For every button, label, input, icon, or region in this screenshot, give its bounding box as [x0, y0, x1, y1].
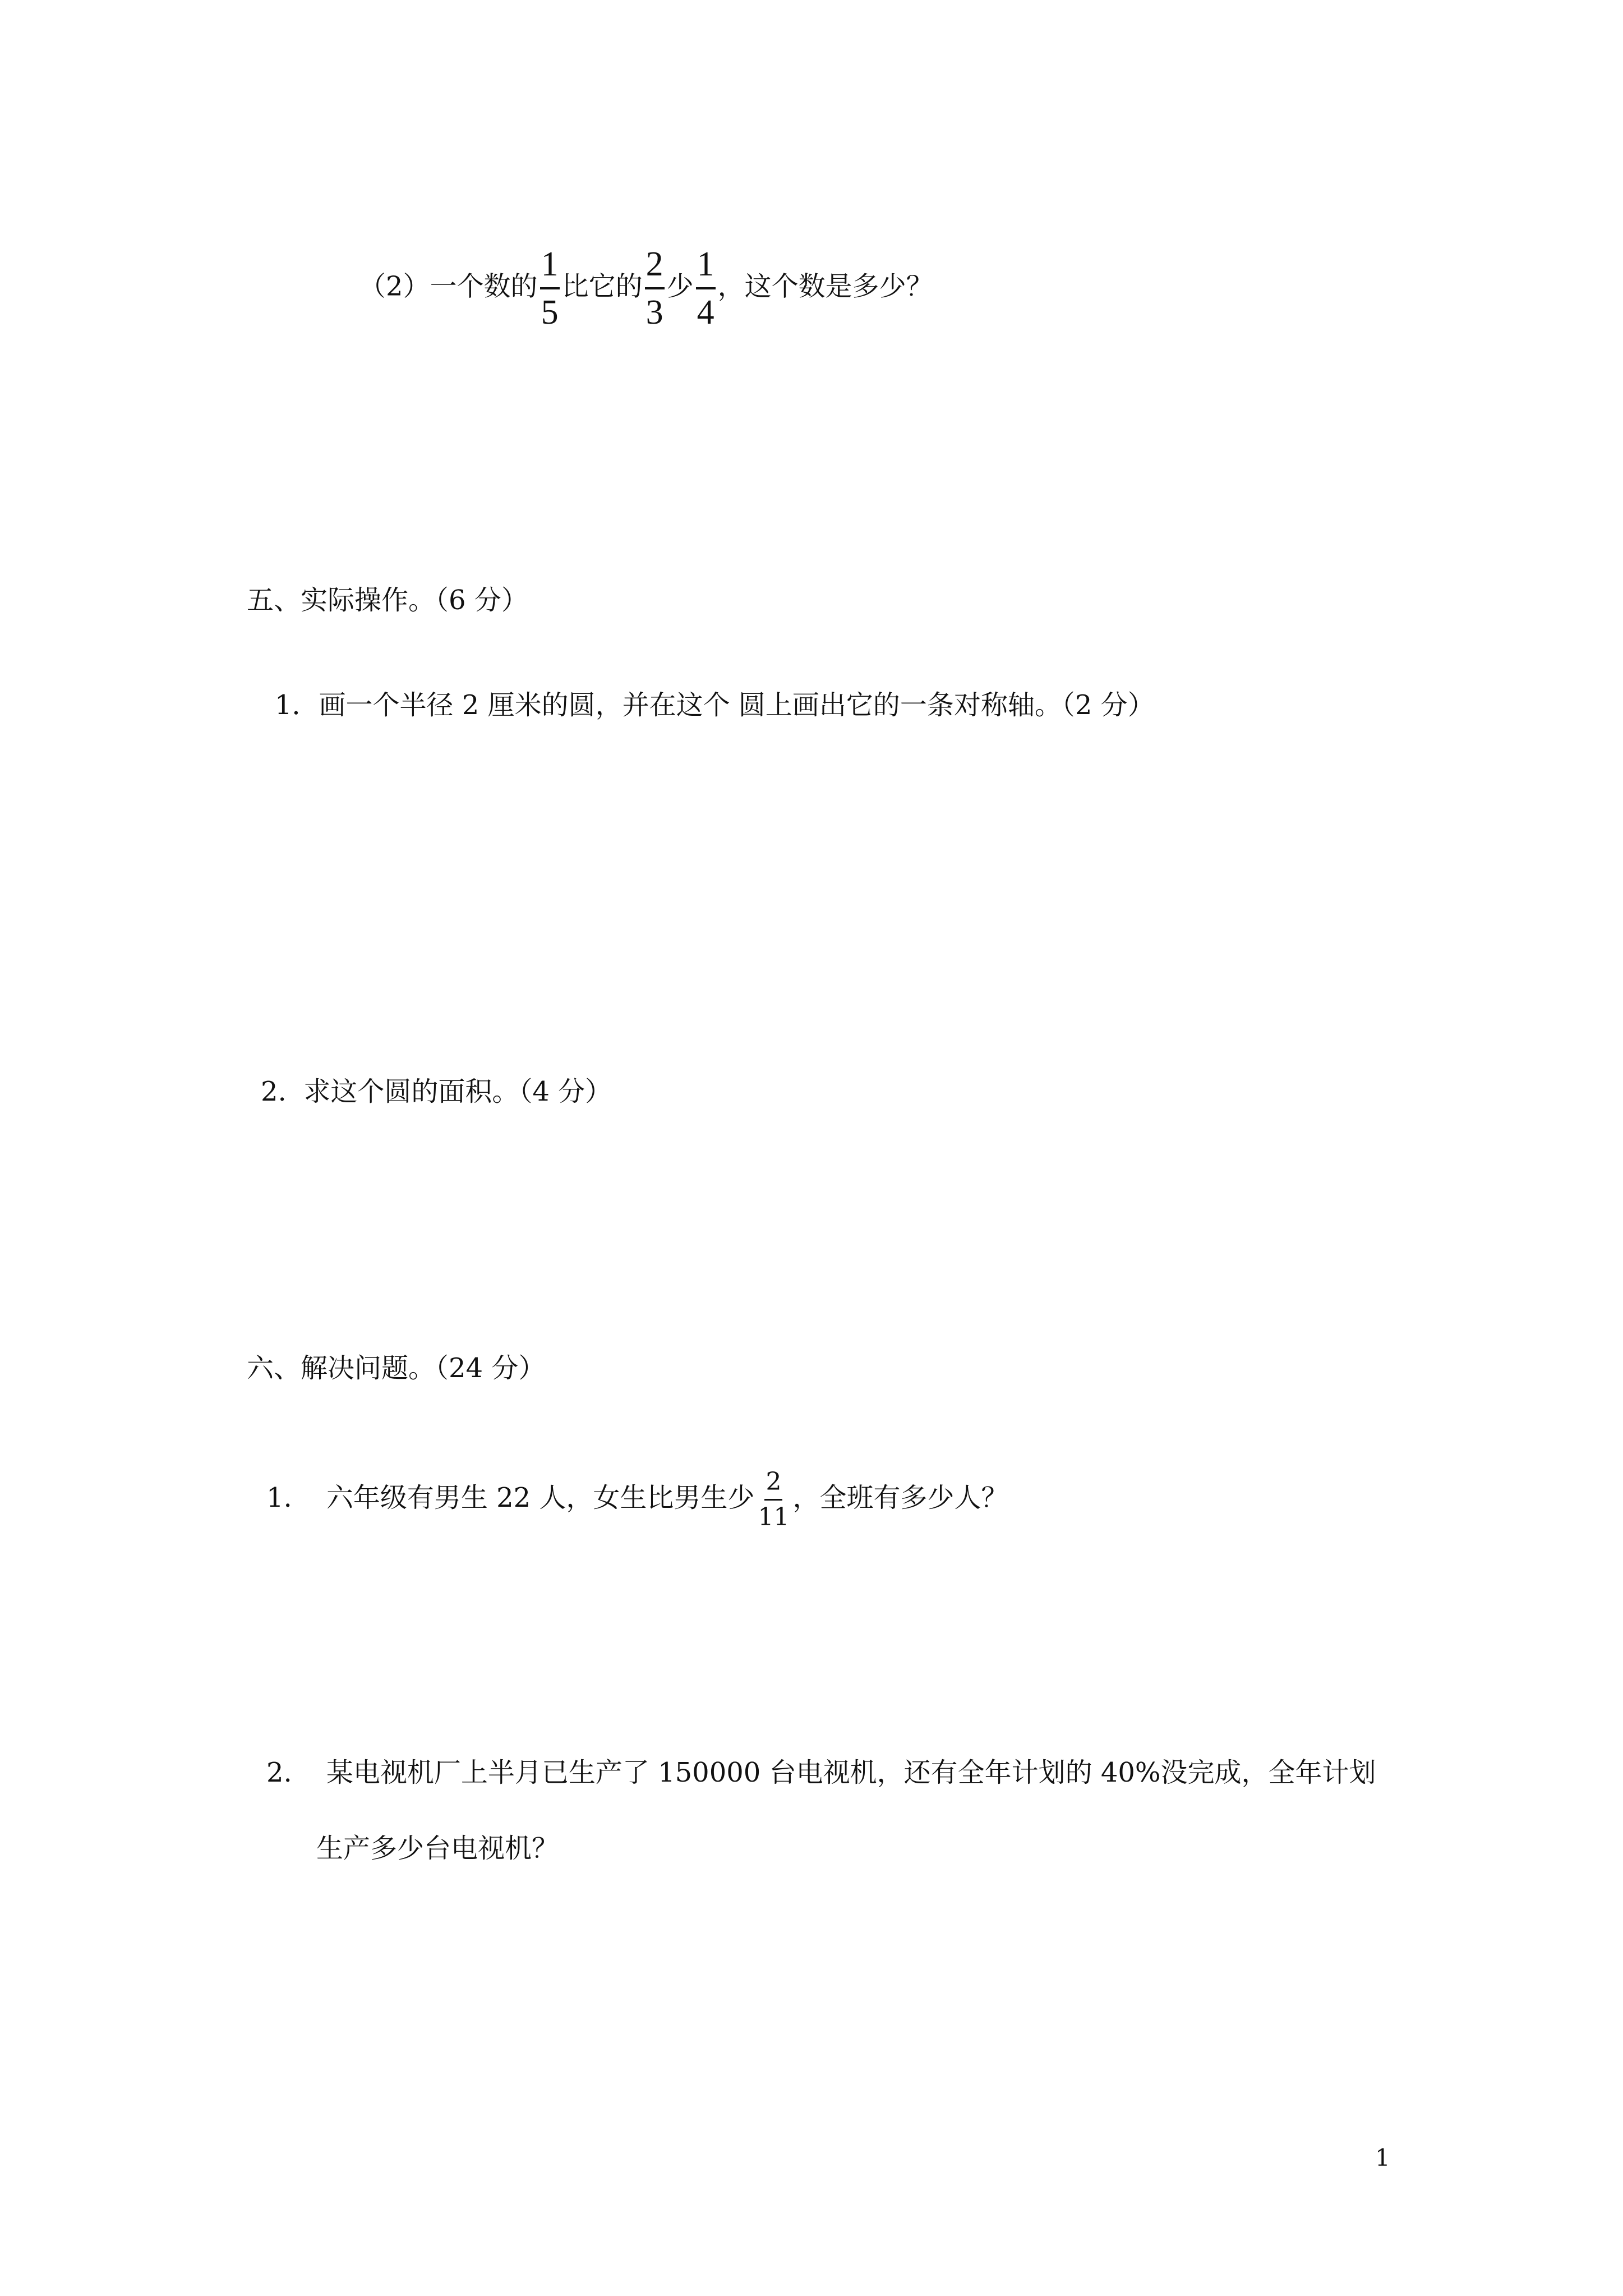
item-text: 求这个圆的面积。（4 分）	[303, 1076, 612, 1107]
fraction	[540, 247, 560, 330]
section-5-title: 五、实际操作。（6 分）	[247, 585, 528, 616]
fraction	[757, 1467, 790, 1531]
fraction-denominator: 3	[645, 293, 663, 332]
item-number: 2.	[266, 1757, 292, 1788]
fraction-numerator: 1	[540, 247, 560, 289]
fraction-numerator: 1	[696, 247, 716, 289]
item-text: 画一个半径 2 厘米的圆，并在这个 圆上画出它的一条对称轴。（2 分）	[319, 689, 1155, 721]
item-number: 1．	[275, 689, 319, 721]
question-text: 一个数的	[430, 270, 538, 302]
question-text: 少	[666, 270, 694, 302]
question-text: ，这个数是多少？	[717, 270, 933, 302]
page-number: 1	[1375, 2144, 1390, 2171]
fraction	[696, 247, 716, 330]
question-4-2	[359, 247, 933, 330]
fraction	[645, 247, 665, 330]
fraction-numerator: 2	[645, 247, 665, 289]
section-6-title: 六、解决问题。（24 分）	[247, 1352, 546, 1384]
question-text: ，全班有多少人？	[792, 1482, 1008, 1513]
section-5-item-2	[261, 1075, 612, 1108]
fraction-denominator: 11	[758, 1503, 790, 1531]
section-6-question-2-continued: 生产多少台电视机？	[316, 1833, 559, 1864]
question-text: 六年级有男生 22 人，女生比男生少	[326, 1482, 755, 1513]
question-label: （2）	[359, 270, 430, 302]
fraction-denominator: 4	[697, 293, 714, 332]
fraction-numerator: 2	[764, 1470, 782, 1501]
fraction-denominator: 5	[541, 293, 559, 332]
section-6-question-1	[266, 1467, 1008, 1531]
section-6-question-2	[266, 1756, 1376, 1789]
item-number: 2.	[261, 1076, 287, 1107]
question-text: 某电视机厂上半月已生产了 150000 台电视机，还有全年计划的 40%没完成，全年计划	[326, 1757, 1376, 1788]
question-text: 比它的	[561, 270, 643, 302]
item-number: 1.	[266, 1482, 292, 1513]
section-5-item-1	[275, 688, 1155, 722]
